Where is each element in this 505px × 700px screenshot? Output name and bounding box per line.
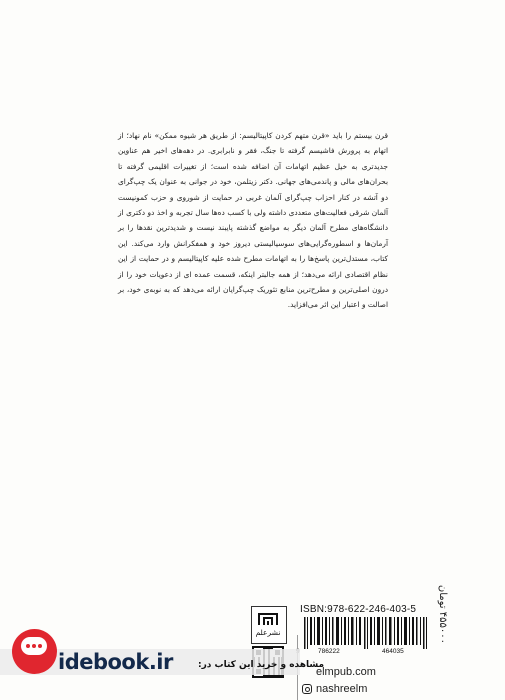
- blurb-paragraph: قرن بیستم را باید «قرن متهم کردن کاپیتالیسم: از طریق هر شیوه ممکن» نام نهاد؛ از اتهام به پرورش فاشیسم گرفته تا جنگ، فقر و نابرابری. در دهه‌های اخیر هم عناوین جدیدتری به خیل عظیم اتهامات آن اضافه شده است؛ از تغییرات اقلیمی گرفته تا بحران‌های مالی و پاندمی‌های جهانی. دکتر زیتلمن، خود در جوانی به عنوان یک چپ‌گرای دو آتشه در کنار احزاب چپ‌گرای آلمان غربی در حمایت از شوروی و حزب کمونیست آلمان شرقی فعالیت‌های متعددی داشته ولی با کسب ده‌ها سال تجربه و اخذ دو دکتری از دانشگاه‌های مطرح آلمان دیگر به مواضع گذشته پایبند نیست و شدیدترین نقدها را بر آرمان‌ها و اسطوره‌گرایی‌های سوسیالیستی دیروز خود و همفکرانش وارد می‌کند. این کتاب، مستدل‌ترین پاسخ‌ها را به اتهامات مطرح شده علیه کاپیتالیسم و در حمایت از این نظام اقتصادی ارائه می‌دهد؛ از همه جالبتر اینکه، قسمت عمده ای از دعویات خود را از درون اصلی‌ترین و مطرح‌ترین منابع تئوریک چپ‌گرایان ارائه می‌دهد که به نوبه‌ی خود، بر اصالت و اعتبار این اثر می‌افزاید.: [118, 131, 388, 310]
- price-label: ۴۵۵۰۰۰ تومان: [437, 584, 448, 644]
- barcode-icon: [302, 617, 437, 649]
- instagram-icon: [302, 684, 312, 694]
- publisher-logo-icon: [257, 611, 279, 627]
- back-cover-blurb: [118, 128, 388, 313]
- publisher-instagram: [302, 683, 367, 695]
- watermark-slogan: مشاهده و خرید این کتاب در:: [198, 660, 325, 670]
- isbn: ISBN:978-622-246-403-5: [300, 604, 417, 615]
- publisher-name: نشرعلم: [255, 628, 281, 637]
- bubble-dot-icon: [26, 644, 30, 648]
- watermark-brand[interactable]: idebook.ir: [58, 650, 173, 674]
- barcode-digits-right: 464035: [382, 648, 404, 655]
- publisher-website: elmpub.com: [316, 666, 376, 678]
- barcode-digits-left: 786222: [318, 648, 340, 655]
- bubble-dot-icon: [32, 644, 36, 648]
- instagram-handle: nashreelm: [316, 683, 368, 695]
- bubble-dot-icon: [38, 644, 42, 648]
